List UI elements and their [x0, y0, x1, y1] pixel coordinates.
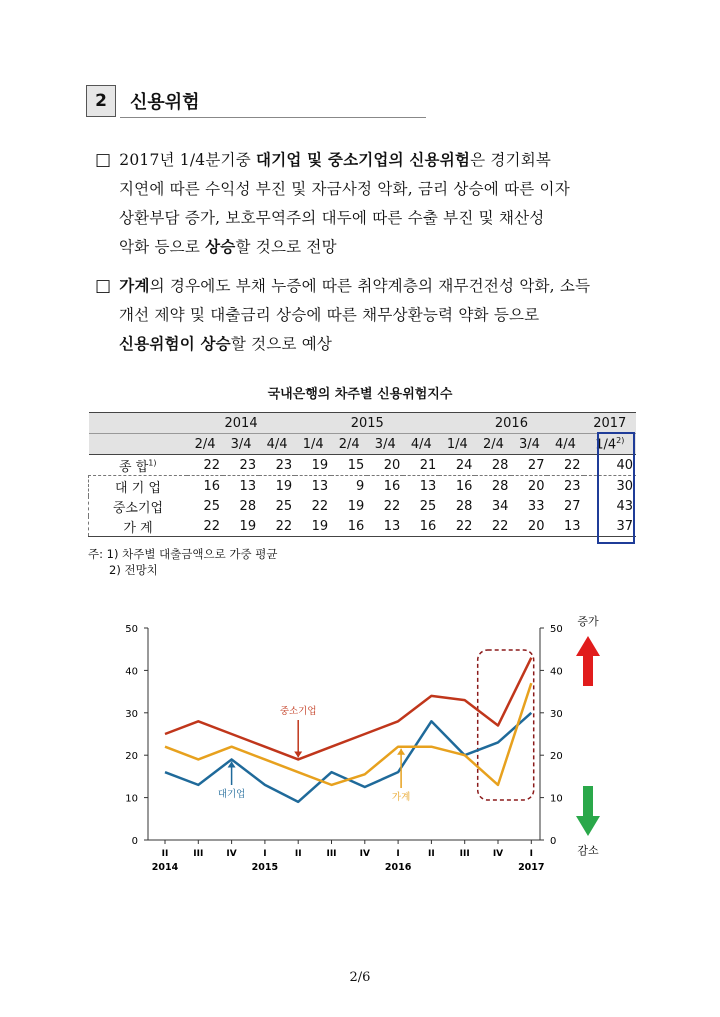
y-tick-label-right: 40	[550, 666, 563, 678]
table-year-cell: 2014	[187, 413, 295, 434]
table-cell: 20	[511, 516, 547, 537]
x-tick-label: IV	[226, 849, 237, 859]
body-text: 2017년 1/4분기중	[119, 151, 257, 169]
table-cell: 28	[491, 457, 509, 473]
y-tick-label-left: 40	[125, 666, 138, 678]
table-cell: 37	[584, 516, 636, 537]
table-quarter-cell: 3/4	[223, 434, 259, 455]
table-cell: 13	[367, 516, 403, 537]
table-cell: 33	[527, 498, 545, 514]
table-note-1: 주: 1) 차주별 대출금액으로 가중 평균	[88, 547, 278, 561]
table-title: 국내은행의 차주별 신용위험지수	[267, 387, 453, 402]
x-tick-label: IV	[359, 849, 370, 859]
table-cell: 25	[419, 498, 437, 514]
table-cell: 27	[527, 457, 545, 473]
table-note-2: 2) 전망치	[109, 563, 158, 577]
x-tick-label: III	[326, 849, 337, 859]
table-cell: 16	[187, 476, 223, 497]
x-tick-label: III	[459, 849, 470, 859]
table-cell: 23	[547, 476, 583, 497]
y-tick-label-right: 50	[550, 624, 563, 635]
y-tick-label-right: 0	[550, 836, 557, 847]
table-quarter-cell: 4/4	[547, 434, 583, 455]
table-row-label: 가 계	[89, 516, 188, 537]
table-quarter-cell: 1/4$^{2)}$	[584, 434, 636, 455]
table-cell: 13	[547, 516, 583, 537]
checkbox-bullet-icon: □	[95, 150, 112, 170]
body-text: 할 것으로 전망	[235, 238, 337, 256]
increase-arrow-icon	[576, 636, 600, 686]
emphasis-text: 신용위험이 상승	[119, 335, 231, 353]
table-quarter-cell: 2/4	[187, 434, 223, 455]
table-cell: 13	[295, 476, 331, 497]
table-cell: 16	[403, 516, 439, 537]
series-label: 대기업	[217, 789, 246, 800]
table-cell: 22	[439, 516, 475, 537]
section-title: 신용위험	[130, 92, 200, 113]
decrease-arrow-icon	[576, 786, 600, 836]
table-cell: 19	[259, 476, 295, 497]
table-quarter-cell: 3/4	[367, 434, 403, 455]
x-year-label: 2015	[251, 862, 279, 873]
table-quarter-cell: 1/4	[295, 434, 331, 455]
x-year-label: 2014	[151, 862, 179, 873]
x-year-label: 2016	[384, 862, 412, 873]
page-number: 2/6	[349, 970, 371, 985]
y-tick-label-right: 10	[550, 793, 563, 805]
x-tick-label: I	[529, 849, 533, 859]
table-year-cell: 2015	[295, 413, 439, 434]
table-cell: 22	[563, 457, 581, 473]
table-cell: 25	[275, 498, 293, 514]
x-tick-label: I	[263, 849, 267, 859]
series-pointer-arrowhead	[294, 751, 302, 757]
body-text: 할 것으로 예상	[230, 335, 333, 353]
body-text: 은 경기회복	[470, 151, 552, 169]
x-tick-label: I	[396, 849, 400, 859]
decrease-label: 감소	[577, 844, 599, 857]
table-cell: 19	[347, 498, 365, 514]
table-cell: 23	[275, 457, 293, 473]
table-cell: 22	[259, 516, 295, 537]
table-cell: 13	[403, 476, 439, 497]
table-quarter-cell: 4/4	[259, 434, 295, 455]
table-cell: 19	[311, 457, 329, 473]
table-quarter-cell: 2/4	[331, 434, 367, 455]
emphasis-text: 대기업 및 중소기업의 신용위험	[256, 151, 471, 169]
table-cell: 23	[239, 457, 257, 473]
table-cell: 16	[439, 476, 475, 497]
table-cell: 20	[383, 457, 401, 473]
body-text: 의 경우에도 부채 누증에 따른 취약계층의 재무건전성 악화, 소득	[149, 277, 591, 295]
table-quarter-cell: 1/4	[439, 434, 475, 455]
table-cell: 40	[616, 457, 633, 473]
table-cell: 13	[223, 476, 259, 497]
series-line	[165, 658, 531, 760]
emphasis-text: 가계	[119, 277, 150, 295]
table-cell: 25	[203, 498, 221, 514]
table-year-cell: 2016	[439, 413, 583, 434]
table-quarter-cell: 2/4	[475, 434, 511, 455]
y-tick-label-left: 30	[125, 708, 138, 720]
series-pointer-arrowhead	[397, 749, 405, 755]
table-cell: 19	[223, 516, 259, 537]
table-year-cell: 2017	[584, 413, 636, 434]
table-cell: 28	[239, 498, 257, 514]
checkbox-bullet-icon: □	[95, 276, 112, 296]
table-row-label: 종 합$^{1)}$	[119, 458, 157, 475]
table-cell: 43	[616, 498, 633, 514]
table-cell: 28	[475, 476, 511, 497]
increase-label: 증가	[577, 615, 599, 628]
series-label: 가계	[391, 792, 411, 803]
table-cell: 16	[367, 476, 403, 497]
body-text: 개선 제약 및 대출금리 상승에 따른 채무상환능력 약화 등으로	[119, 306, 540, 324]
table-cell: 9	[331, 476, 367, 497]
y-tick-label-left: 0	[131, 836, 138, 847]
body-text: 지연에 따른 수익성 부진 및 자금사정 악화, 금리 상승에 따른 이자	[119, 180, 570, 198]
table-cell: 22	[383, 498, 401, 514]
table-cell: 30	[584, 476, 636, 497]
y-tick-label-left: 50	[125, 624, 138, 635]
table-cell: 22	[187, 516, 223, 537]
table-cell: 22	[203, 457, 221, 473]
table-cell: 24	[455, 457, 473, 473]
table-quarter-cell: 3/4	[511, 434, 547, 455]
table-cell: 19	[295, 516, 331, 537]
table-cell: 34	[491, 498, 509, 514]
table-cell: 16	[331, 516, 367, 537]
x-tick-label: IV	[492, 849, 504, 859]
section-number: 2	[86, 85, 116, 117]
table-cell: 27	[563, 498, 581, 514]
table-cell: 15	[347, 457, 365, 473]
table-cell: 22	[475, 516, 511, 537]
table-row-label: 중소기업	[89, 496, 188, 516]
body-text: 상환부담 증가, 보호무역주의 대두에 따른 수출 부진 및 채산성	[119, 209, 545, 227]
table-cell: 21	[419, 457, 437, 473]
table-cell: 28	[455, 498, 473, 514]
x-tick-label: II	[294, 849, 302, 859]
series-label: 중소기업	[279, 706, 317, 717]
x-tick-label: II	[428, 849, 435, 859]
table-cell: 22	[311, 498, 329, 514]
x-year-label: 2017	[518, 862, 545, 873]
y-tick-label-right: 30	[550, 708, 563, 720]
body-text: 악화 등으로	[119, 238, 206, 256]
y-tick-label-left: 20	[125, 751, 138, 763]
x-tick-label: II	[161, 849, 169, 859]
table-row-label: 대 기 업	[89, 476, 188, 497]
x-tick-label: III	[193, 849, 204, 859]
y-tick-label-left: 10	[125, 793, 138, 805]
table-cell: 20	[511, 476, 547, 497]
table-quarter-cell: 4/4	[403, 434, 439, 455]
emphasis-text: 상승	[205, 238, 236, 256]
y-tick-label-right: 20	[550, 751, 563, 763]
